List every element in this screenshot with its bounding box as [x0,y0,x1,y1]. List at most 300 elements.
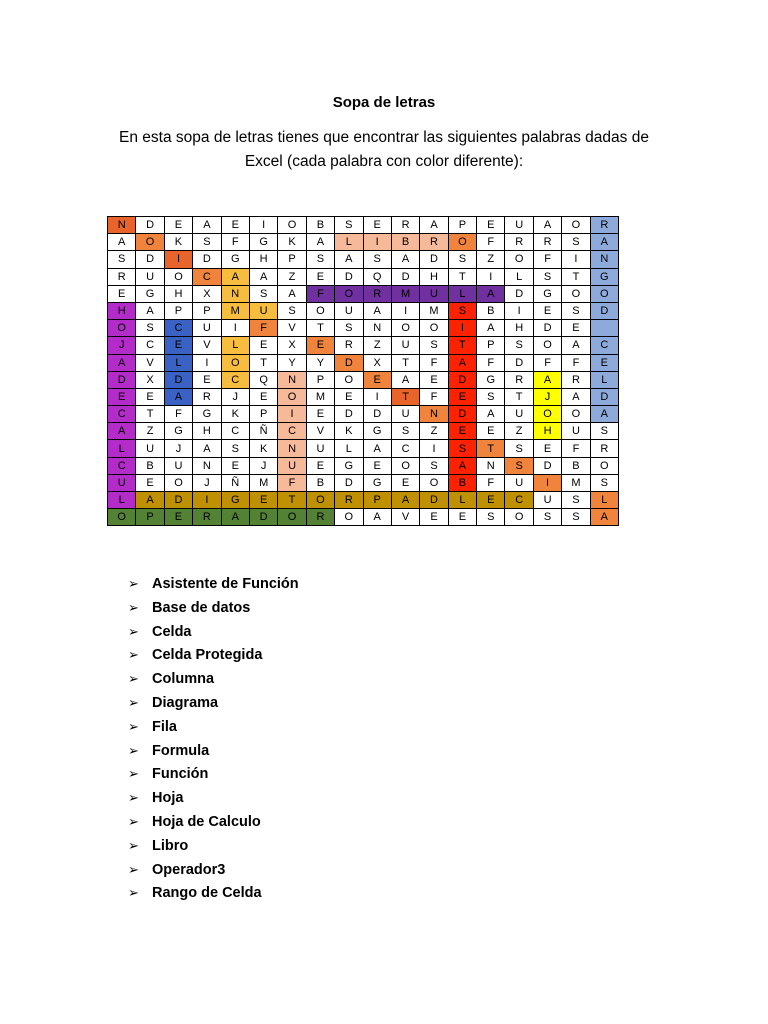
grid-cell: U [278,457,306,474]
grid-cell: I [249,217,277,234]
grid-cell: R [505,371,533,388]
grid-row [108,371,619,388]
grid-cell: O [391,320,419,337]
grid-cell: O [278,217,306,234]
grid-cell: X [136,371,164,388]
grid-cell: U [420,285,448,302]
grid-cell: S [562,509,590,526]
grid-cell: R [505,234,533,251]
grid-cell: Z [477,251,505,268]
grid-cell: C [391,440,419,457]
grid-cell: D [249,509,277,526]
grid-cell: C [108,406,136,423]
grid-cell: Ñ [249,423,277,440]
grid-cell: A [448,457,476,474]
grid-cell: S [249,285,277,302]
grid-cell: P [249,406,277,423]
grid-row [108,234,619,251]
grid-cell: Z [505,423,533,440]
grid-cell: E [363,457,391,474]
grid-cell: I [164,251,192,268]
grid-cell: G [477,371,505,388]
grid-cell: D [335,406,363,423]
grid-cell: G [221,251,249,268]
grid-cell: U [562,423,590,440]
word-list-item [128,715,299,739]
grid-cell: D [193,251,221,268]
arrow-bullet-icon: ➢ [128,885,139,901]
grid-cell: U [306,440,334,457]
grid-cell: G [590,268,618,285]
word-label: Base de datos [152,599,251,616]
grid-cell: I [193,492,221,509]
grid-cell: C [221,371,249,388]
word-label: Diagrama [152,694,219,711]
arrow-bullet-icon: ➢ [128,576,139,591]
grid-cell: I [533,474,561,491]
grid-cell: E [420,509,448,526]
grid-row [108,423,619,440]
grid-cell: S [590,423,618,440]
grid-cell: R [590,217,618,234]
grid-cell: S [448,302,476,319]
grid-cell: I [363,388,391,405]
word-label: Rango de Celda [152,885,262,902]
grid-cell: P [136,509,164,526]
grid-cell: A [335,251,363,268]
grid-cell: A [278,285,306,302]
grid-cell: S [562,234,590,251]
grid-cell: F [533,354,561,371]
word-label: Hoja de Calculo [152,813,261,830]
grid-cell: S [278,302,306,319]
grid-cell: R [108,268,136,285]
word-label: Fila [152,718,177,735]
grid-cell: M [249,474,277,491]
grid-cell: O [278,509,306,526]
grid-cell: N [108,217,136,234]
word-list-item [128,858,299,882]
grid-row [108,440,619,457]
grid-cell: Ñ [221,474,249,491]
word-list-item [128,810,299,834]
grid-cell: Z [136,423,164,440]
grid-cell: V [193,337,221,354]
grid-cell: Z [363,337,391,354]
grid-cell: E [477,217,505,234]
arrow-bullet-icon: ➢ [128,623,139,639]
word-list-item [128,596,299,620]
grid-cell: C [193,268,221,285]
grid-cell: I [562,251,590,268]
grid-cell: L [335,234,363,251]
word-label: Celda [152,623,192,640]
grid-cell: C [164,320,192,337]
grid-cell: X [363,354,391,371]
grid-cell: O [164,474,192,491]
grid-cell: F [420,354,448,371]
grid-cell: O [108,509,136,526]
grid-cell: D [533,320,561,337]
grid-cell: D [420,251,448,268]
grid-cell: P [306,371,334,388]
grid-cell: S [420,457,448,474]
grid-cell [590,320,618,337]
grid-cell: O [562,285,590,302]
grid-cell: G [136,285,164,302]
grid-cell: A [533,371,561,388]
grid-cell: B [136,457,164,474]
grid-cell: S [562,302,590,319]
grid-cell: I [505,302,533,319]
grid-cell: G [335,457,363,474]
grid-cell: A [533,217,561,234]
grid-cell: F [221,234,249,251]
grid-cell: E [363,371,391,388]
grid-cell: E [249,337,277,354]
grid-cell: A [193,217,221,234]
grid-cell: A [136,302,164,319]
grid-cell: E [562,320,590,337]
arrow-bullet-icon: ➢ [128,671,139,687]
grid-cell: K [164,234,192,251]
grid-cell: I [420,440,448,457]
grid-cell: P [448,217,476,234]
grid-cell: E [448,509,476,526]
word-list-item [128,786,299,810]
grid-cell: E [221,457,249,474]
grid-cell: E [164,217,192,234]
grid-cell: S [533,509,561,526]
grid-cell: N [221,285,249,302]
word-label: Asistente de Función [152,576,299,592]
grid-cell: F [533,251,561,268]
grid-cell: A [363,440,391,457]
grid-cell: S [335,217,363,234]
grid-cell: D [363,406,391,423]
grid-cell: I [477,268,505,285]
grid-cell: O [306,302,334,319]
grid-cell: R [335,492,363,509]
grid-cell: O [505,509,533,526]
grid-row [108,217,619,234]
grid-cell: O [505,251,533,268]
grid-cell: O [306,492,334,509]
grid-cell: E [477,423,505,440]
grid-cell: S [420,337,448,354]
grid-cell: Z [278,268,306,285]
grid-cell: A [193,440,221,457]
grid-cell: A [477,285,505,302]
grid-row [108,457,619,474]
grid-cell: D [505,285,533,302]
grid-cell: G [363,474,391,491]
grid-cell: U [136,268,164,285]
grid-cell: A [363,302,391,319]
grid-cell: D [136,251,164,268]
grid-cell: S [448,251,476,268]
grid-cell: E [136,474,164,491]
grid-cell: S [363,251,391,268]
grid-cell: D [590,302,618,319]
grid-cell: Y [278,354,306,371]
grid-cell: K [278,234,306,251]
grid-cell: T [477,440,505,457]
grid-cell: F [562,354,590,371]
grid-cell: C [136,337,164,354]
grid-row [108,406,619,423]
grid-cell: U [391,337,419,354]
grid-cell: M [562,474,590,491]
word-list-item [128,691,299,715]
grid-cell: H [420,268,448,285]
grid-cell: F [420,388,448,405]
grid-cell: S [108,251,136,268]
grid-cell: N [278,440,306,457]
grid-cell: D [136,217,164,234]
grid-cell: E [533,440,561,457]
grid-cell: U [108,474,136,491]
grid-cell: S [391,423,419,440]
grid-cell: T [562,268,590,285]
grid-cell: R [562,371,590,388]
grid-cell: E [590,354,618,371]
grid-cell: G [249,234,277,251]
grid-cell: S [505,440,533,457]
grid-cell: X [193,285,221,302]
grid-row [108,354,619,371]
grid-cell: O [533,406,561,423]
word-label: Operador3 [152,861,226,878]
word-list-item [128,834,299,858]
grid-cell: P [477,337,505,354]
grid-cell: A [391,371,419,388]
grid-cell: A [249,268,277,285]
grid-row [108,251,619,268]
grid-cell: X [278,337,306,354]
word-label: Celda Protegida [152,647,263,664]
grid-cell: E [306,457,334,474]
grid-cell: E [306,337,334,354]
word-label: Columna [152,671,215,688]
grid-cell: K [221,406,249,423]
grid-cell: S [335,320,363,337]
grid-cell: P [278,251,306,268]
grid-cell: T [448,268,476,285]
grid-cell: I [278,406,306,423]
grid-cell: D [335,354,363,371]
grid-cell: O [221,354,249,371]
grid-cell: O [533,337,561,354]
grid-cell: S [477,388,505,405]
grid-cell: L [590,371,618,388]
word-search-grid [107,216,619,526]
grid-cell: E [363,217,391,234]
grid-cell: R [590,440,618,457]
grid-cell: F [477,234,505,251]
grid-cell: O [391,457,419,474]
grid-row [108,268,619,285]
grid-cell: N [193,457,221,474]
grid-cell: A [221,268,249,285]
grid-cell: E [221,217,249,234]
grid-cell: O [164,268,192,285]
grid-cell: F [477,474,505,491]
grid-row [108,302,619,319]
grid-cell: D [164,371,192,388]
grid-cell: D [391,268,419,285]
grid-cell: P [193,302,221,319]
arrow-bullet-icon: ➢ [128,718,139,734]
grid-cell: A [562,388,590,405]
grid-cell: U [249,302,277,319]
grid-cell: E [193,371,221,388]
grid-cell: V [391,509,419,526]
grid-cell: O [335,285,363,302]
grid-cell: T [391,388,419,405]
grid-cell: L [448,285,476,302]
grid-cell: O [335,509,363,526]
grid-cell: J [533,388,561,405]
grid-row [108,492,619,509]
grid-cell: Q [363,268,391,285]
grid-cell: A [420,217,448,234]
grid-cell: R [193,388,221,405]
grid-cell: O [590,285,618,302]
grid-cell: H [249,251,277,268]
grid-cell: B [306,217,334,234]
grid-cell: P [164,302,192,319]
grid-cell: I [221,320,249,337]
grid-cell: E [108,388,136,405]
grid-cell: S [193,234,221,251]
grid-cell: Q [249,371,277,388]
word-list [128,572,299,905]
grid-cell: A [391,251,419,268]
grid-cell: L [221,337,249,354]
grid-cell: A [108,423,136,440]
grid-cell: I [193,354,221,371]
grid-cell: L [505,268,533,285]
grid-cell: F [164,406,192,423]
grid-cell: L [590,492,618,509]
grid-cell: S [562,492,590,509]
grid-cell: A [562,337,590,354]
grid-cell: D [335,268,363,285]
grid-cell: V [278,320,306,337]
grid-cell: N [477,457,505,474]
grid-cell: J [108,337,136,354]
grid-cell: I [363,234,391,251]
grid-cell: G [221,492,249,509]
grid-cell: O [562,217,590,234]
arrow-bullet-icon: ➢ [128,647,139,663]
grid-cell: R [306,509,334,526]
grid-cell: S [590,474,618,491]
grid-cell: A [391,492,419,509]
grid-cell: S [505,457,533,474]
grid-cell: E [391,474,419,491]
grid-cell: P [363,492,391,509]
grid-cell: O [590,457,618,474]
arrow-bullet-icon: ➢ [128,742,139,758]
grid-cell: L [335,440,363,457]
grid-cell: O [420,320,448,337]
grid-cell: H [533,423,561,440]
word-label: Formula [152,742,210,759]
grid-cell: K [335,423,363,440]
grid-cell: N [590,251,618,268]
grid-cell: A [306,234,334,251]
grid-cell: S [533,268,561,285]
grid-cell: A [448,354,476,371]
word-list-item [128,572,299,596]
grid-cell: E [164,509,192,526]
grid-cell: T [136,406,164,423]
grid-cell: S [136,320,164,337]
grid-cell: U [335,302,363,319]
grid-cell: D [335,474,363,491]
word-list-item [128,739,299,763]
word-list-item [128,667,299,691]
grid-cell: S [505,337,533,354]
grid-cell: D [164,492,192,509]
grid-cell: F [562,440,590,457]
grid-cell: R [391,217,419,234]
grid-cell: O [562,406,590,423]
grid-cell: T [505,388,533,405]
grid-cell: E [306,268,334,285]
grid-cell: V [136,354,164,371]
grid-cell: B [306,474,334,491]
grid-cell: O [420,474,448,491]
grid-cell: A [164,388,192,405]
grid-row [108,509,619,526]
grid-cell: U [136,440,164,457]
grid-cell: A [136,492,164,509]
grid-cell: A [108,234,136,251]
intro-text: En esta sopa de letras tienes que encontrar las siguientes palabras dadas de Excel (cada palabra con color diferente): [119,129,649,170]
grid-cell: L [108,492,136,509]
grid-cell: B [448,474,476,491]
grid-cell: E [448,388,476,405]
grid-cell: S [221,440,249,457]
grid-cell: A [477,406,505,423]
grid-cell: U [193,320,221,337]
grid-cell: E [108,285,136,302]
grid-cell: F [278,474,306,491]
grid-cell: B [477,302,505,319]
word-list-item [128,643,299,667]
grid-cell: K [249,440,277,457]
grid-cell: C [108,457,136,474]
grid-cell: O [136,234,164,251]
grid-cell: S [306,251,334,268]
grid-cell: U [505,406,533,423]
grid-cell: A [221,509,249,526]
grid-cell: J [249,457,277,474]
grid-cell: A [590,406,618,423]
grid-cell: A [108,354,136,371]
grid-cell: S [448,440,476,457]
grid-cell: H [108,302,136,319]
grid-cell: F [249,320,277,337]
arrow-bullet-icon: ➢ [128,813,139,829]
grid-cell: R [363,285,391,302]
grid-cell: U [533,492,561,509]
grid-cell: M [306,388,334,405]
grid-cell: J [193,474,221,491]
